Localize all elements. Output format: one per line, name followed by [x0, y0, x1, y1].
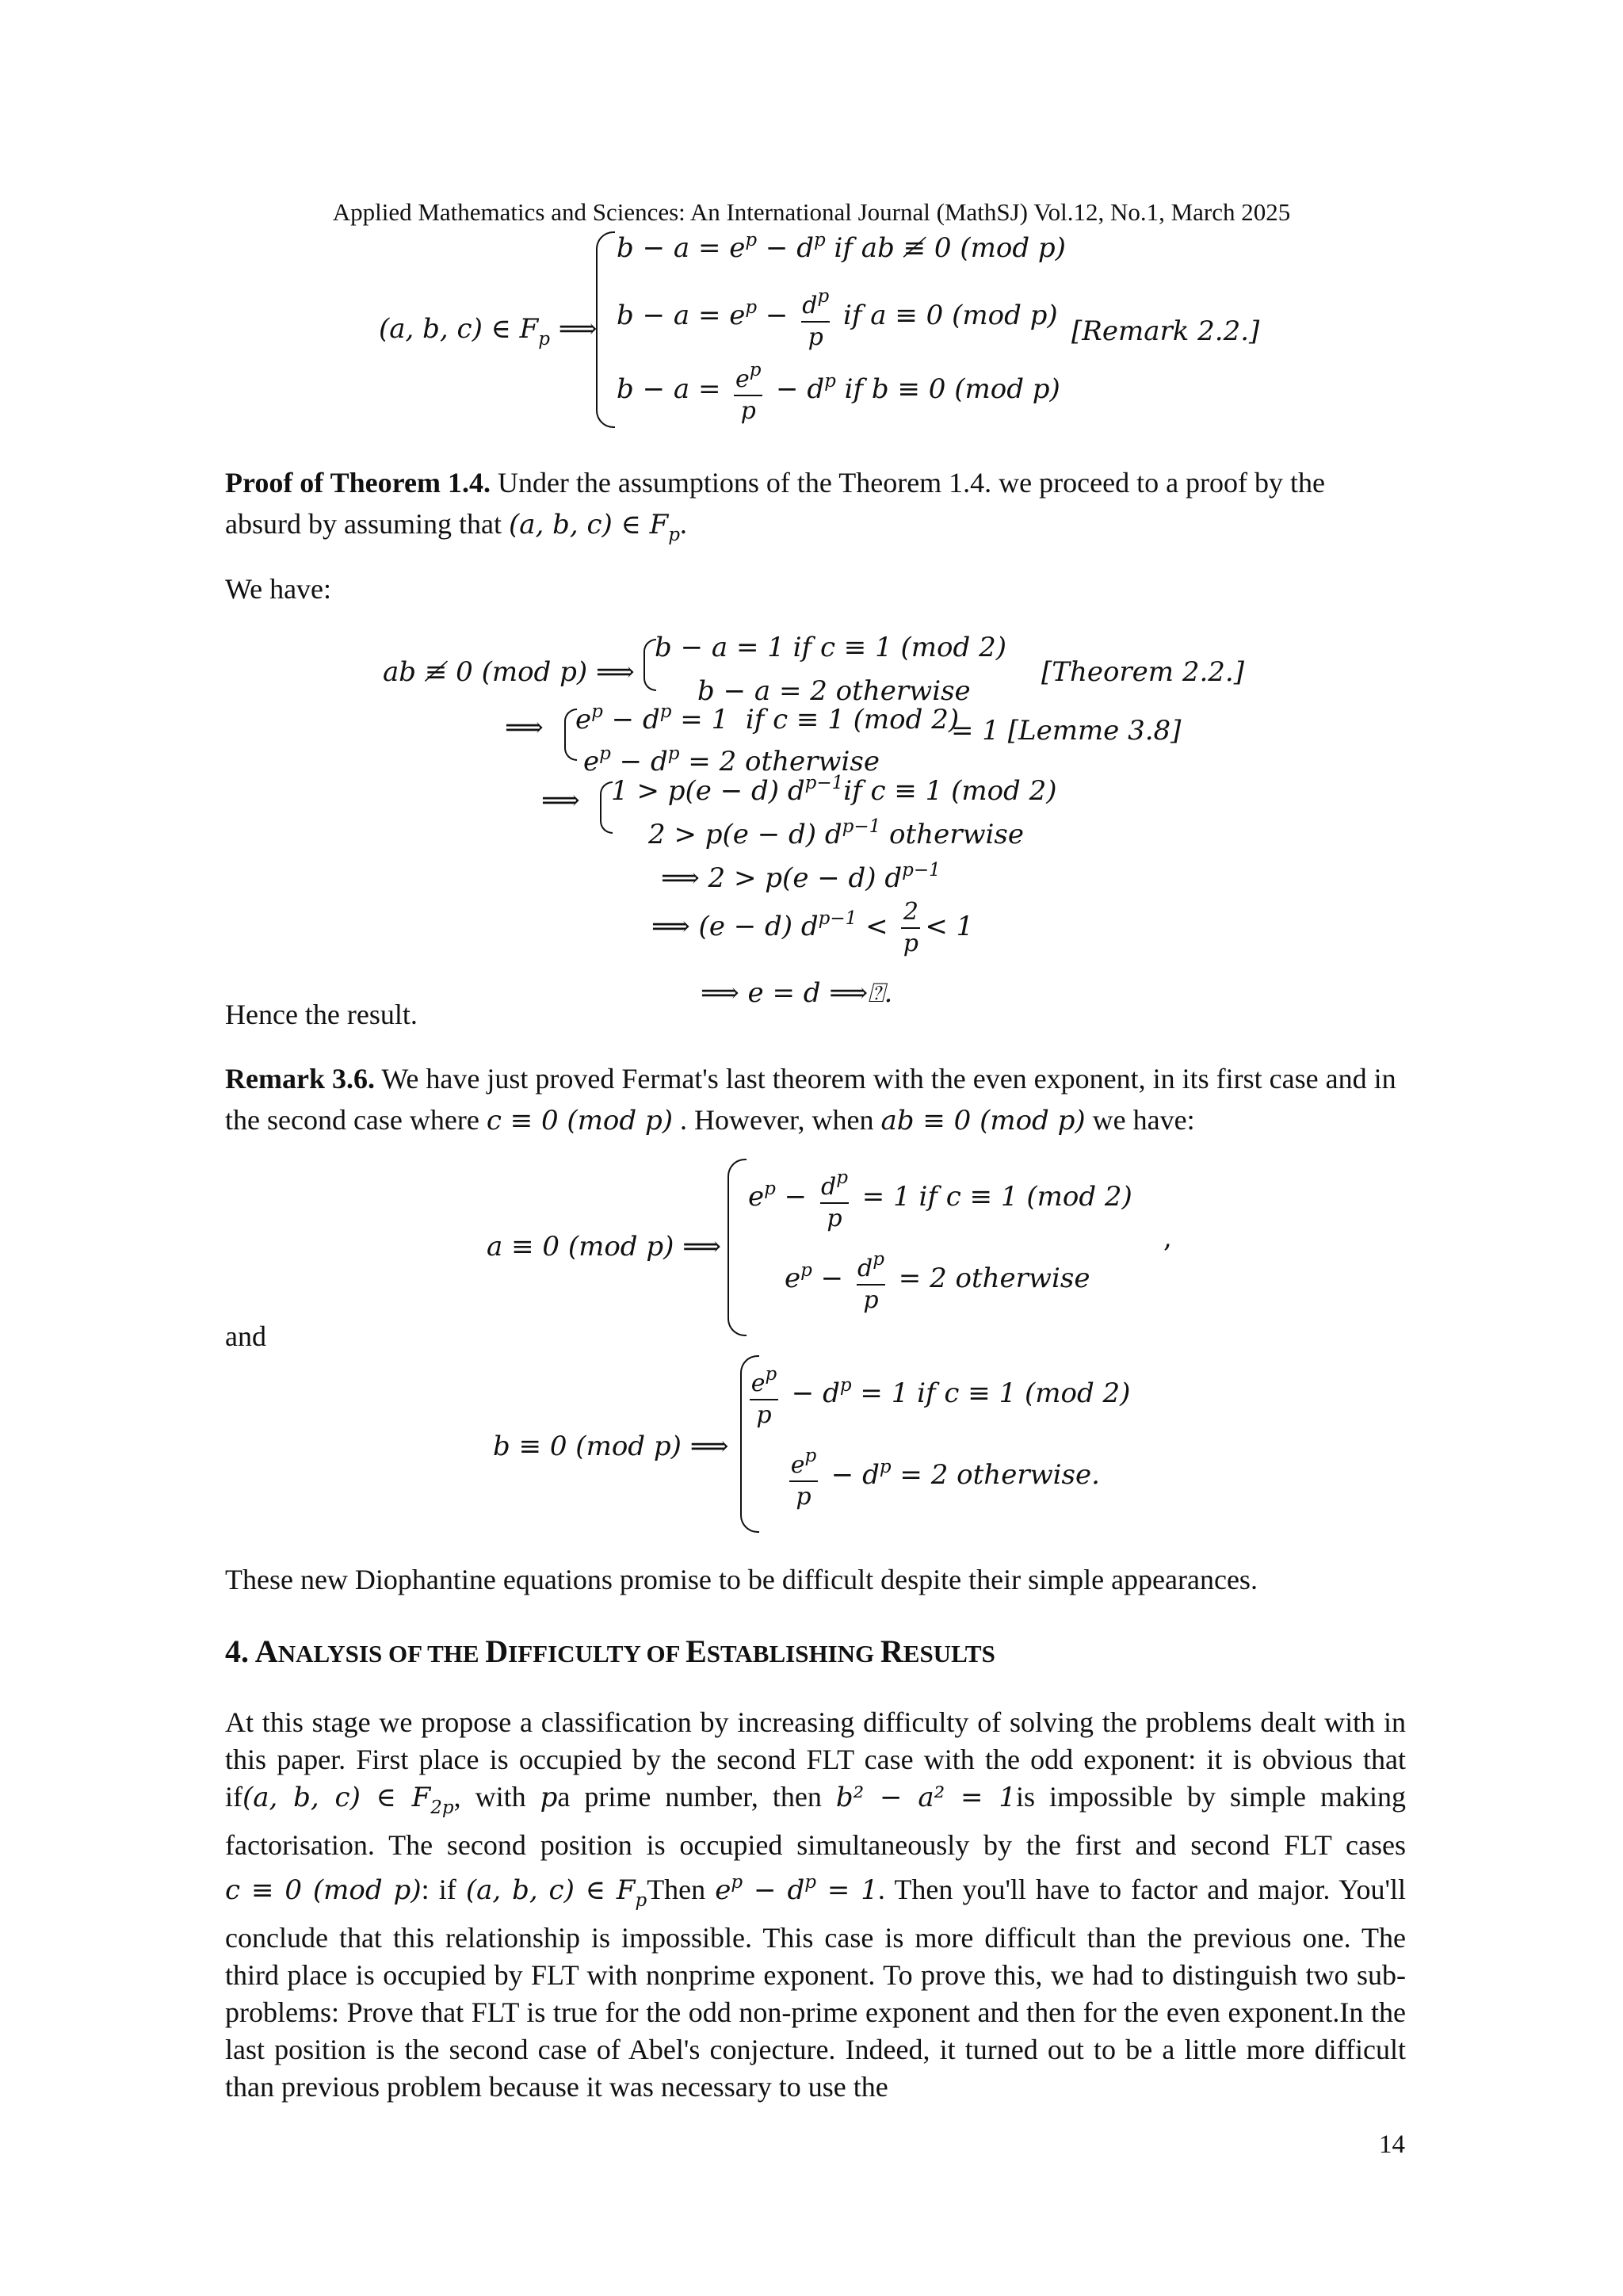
eq-top-lhs: (a, b, c) ∈ $F_p$ ⟹ [379, 313, 598, 350]
deriv-l1-lhs: ab ≢ 0 (mod p) ⟹ [383, 656, 635, 688]
eq-top-line3: b − a = $\frac{e^p}{p}$ − $d^p$ if b ≡ 0 (mod p) [617, 360, 1060, 425]
we-have: We have: [225, 573, 332, 605]
eq-top-remark: [Remark 2.2.] [1071, 315, 1260, 347]
deriv-l5: ⟹ (e − d) $d^{p-1}$ < $\frac{2}{p}$ < 1 [651, 898, 974, 957]
deriv-l2-a: $e^p - d^p = 1$ if c ≡ 1 (mod 2) [575, 701, 960, 735]
deriv-l3-a: 1 > p(e − d) $d^{p-1}if$ c ≡ 1 (mod 2) [611, 773, 1057, 807]
page-number: 14 [1379, 2130, 1405, 2159]
section-heading: 4. ANALYSIS OF THE DIFFICULTY OF ESTABLISHING RESULTS [225, 1633, 995, 1669]
eq-b-lhs: b ≡ 0 (mod p) ⟹ [493, 1431, 729, 1462]
journal-header: Applied Mathematics and Sciences: An International Journal (MathSJ) Vol.12, No.1, March 2025 [332, 198, 1291, 226]
hence-result: Hence the result. [225, 999, 418, 1030]
missing-glyph-box: ⍰ [868, 977, 884, 1009]
eq-top-line2: $b - a = e^p$ − $\frac{d^p}{p}$ if a ≡ 0 (mod p) [617, 286, 1058, 351]
diophantine-sentence: These new Diophantine equations promise to be difficult despite their simple appearances. [225, 1564, 1258, 1595]
eq-a-line1: $e^p$ − $\frac{d^p}{p}$ = 1 if c ≡ 1 (mod 2) [748, 1167, 1132, 1232]
eq-top-brace [596, 231, 615, 428]
deriv-l4: ⟹ 2 > p(e − d) $d^{p-1}$ [661, 860, 941, 894]
deriv-l6: ⟹ e = d ⟹⍰. [701, 977, 893, 1009]
eq-b-line2: $\frac{e^p}{p}$ − $d^p = 2$ otherwise. [790, 1446, 1100, 1511]
proof-paragraph: Proof of Theorem 1.4. Under the assumptions of the Theorem 1.4. we proceed to a proof by the absurd by assuming that (a, b, c) ∈ $F_p$. [225, 467, 1326, 545]
eq-b-line1: $\frac{e^p}{p}$ − $d^p = 1$ if c ≡ 1 (mod 2) [750, 1364, 1131, 1429]
analysis-paragraph: At this stage we propose a classification by increasing difficulty of solving the problems dealt with in this paper. First place is occupied by the second FLT case with the odd exponent: it is obvious that if(a, b, c) ∈ $F_{2p}$, with pa prime number, then b² − a² = 1is impossible by simple making factorisation. The second position is occupied simultaneously by the first and second FLT cases c ≡ 0 (mod p): if (a, b, c) ∈ $F_pThen$ $e^p - d^p = 1$. Then you'll have to factor and major. You'll conclude that this relationship is impossible. This case is more difficult than the previous one. The third place is occupied by FLT with nonprime exponent. To prove this, we had to distinguish two sub-problems: Prove that FLT is true for the odd non-prime exponent and then for the even exponent.In the last position is the second case of Abel's conjecture. Indeed, it turned out to be a little more difficult than previous problem because it was necessary to use the [225, 1706, 1406, 2103]
deriv-l2-ref: = 1 [Lemme 3.8] [951, 715, 1182, 747]
remark-title: Remark 3.6. [225, 1063, 375, 1095]
and-word: and [225, 1320, 266, 1352]
proof-title: Proof of Theorem 1.4. [225, 467, 491, 499]
eq-a-line2: $e^p$ − $\frac{d^p}{p}$ = 2 otherwise [785, 1249, 1090, 1314]
deriv-l3-b: 2 > p(e − d) $d^{p-1}$ otherwise [648, 816, 1024, 850]
eq-a-lhs: a ≡ 0 (mod p) ⟹ [487, 1231, 721, 1263]
remark-paragraph: Remark 3.6. We have just proved Fermat's last theorem with the even exponent, in its first case and in the second case where c ≡ 0 (mod p) . However, when ab ≡ 0 (mod p) we have: [225, 1063, 1396, 1137]
deriv-l1-ref: [Theorem 2.2.] [1041, 656, 1244, 688]
deriv-l1-b: b − a = 2 otherwise [697, 675, 971, 707]
eq-top-line1: $b - a = e^p - d^p$ if ab ≢ 0 (mod p) [617, 230, 1066, 264]
deriv-l1-a: b − a = 1 if c ≡ 1 (mod 2) [655, 632, 1006, 663]
deriv-l2-b: $e^p - d^p = 2$ otherwise [583, 743, 880, 777]
